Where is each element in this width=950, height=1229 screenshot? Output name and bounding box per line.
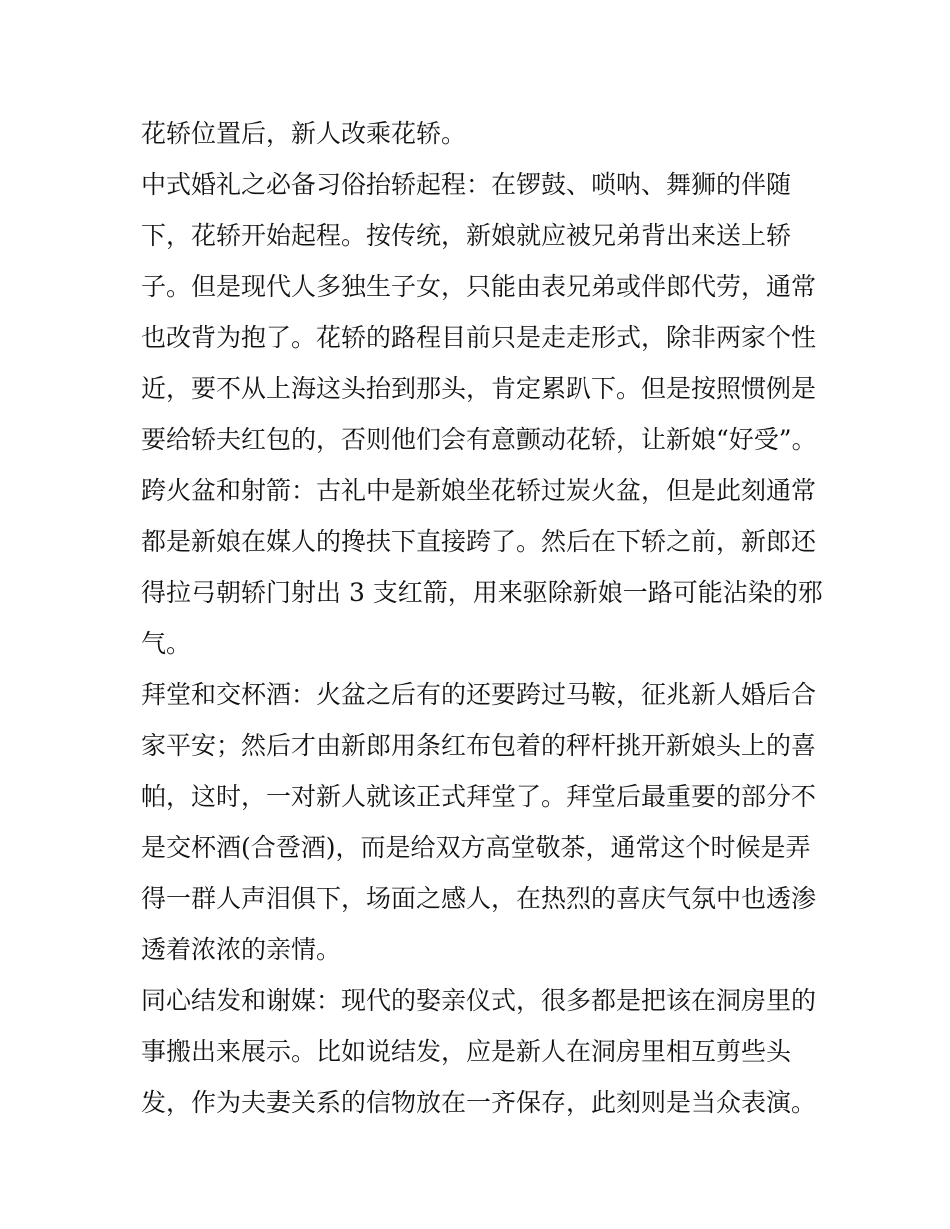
text-line: 是交杯酒(合卺酒)，而是给双方高堂敬茶，通常这个时候是弄	[141, 833, 811, 862]
text-line: 也改背为抱了。花轿的路程目前只是走走形式，除非两家个性	[141, 323, 817, 352]
text-line: 帕，这时，一对新人就该正式拜堂了。拜堂后最重要的部分不	[141, 782, 817, 811]
text-line: 花轿位置后，新人改乘花轿。	[141, 119, 467, 148]
text-line: 透着浓浓的亲情。	[141, 935, 342, 964]
text-line: 得一群人声泪俱下，场面之感人，在热烈的喜庆气氛中也透渗	[141, 884, 817, 913]
text-line: 要给轿夫红包的，否则他们会有意颤动花轿，让新娘“好受”。	[141, 425, 817, 454]
text-line: 近，要不从上海这头抬到那头，肯定累趴下。但是按照惯例是	[141, 374, 817, 403]
text-line: 事搬出来展示。比如说结发，应是新人在洞房里相互剪些头	[141, 1037, 792, 1066]
text-line: 家平安；然后才由新郎用条红布包着的秤杆挑开新娘头上的喜	[141, 731, 817, 760]
text-line: 下，花轿开始起程。按传统，新娘就应被兄弟背出来送上轿	[141, 221, 792, 250]
text-line: 拜堂和交杯酒：火盆之后有的还要跨过马鞍，征兆新人婚后合	[141, 680, 817, 709]
text-line: 同心结发和谢媒：现代的娶亲仪式，很多都是把该在洞房里的	[141, 986, 817, 1015]
text-line: 中式婚礼之必备习俗抬轿起程：在锣鼓、唢呐、舞狮的伴随	[141, 170, 792, 199]
body-text	[141, 108, 821, 1128]
text-line: 发，作为夫妻关系的信物放在一齐保存，此刻则是当众表演。	[141, 1088, 817, 1117]
text-line: 气。	[141, 629, 192, 658]
text-line: 得拉弓朝轿门射出 3 支红箭，用来驱除新娘一路可能沾染的邪	[141, 578, 823, 607]
text-line: 都是新娘在媒人的搀扶下直接跨了。然后在下轿之前，新郎还	[141, 527, 817, 556]
text-line: 跨火盆和射箭：古礼中是新娘坐花轿过炭火盆，但是此刻通常	[141, 476, 817, 505]
text-line: 子。但是现代人多独生子女，只能由表兄弟或伴郎代劳，通常	[141, 272, 817, 301]
